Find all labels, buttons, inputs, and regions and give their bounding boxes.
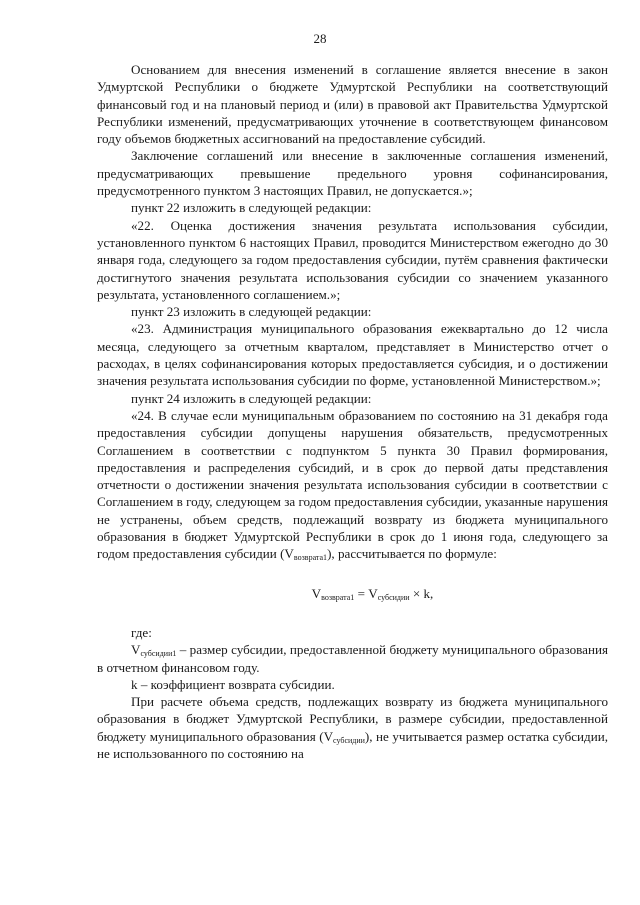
item24-end: ), рассчитывается по формуле: [327, 546, 497, 562]
paragraph-where: где: [131, 624, 152, 640]
formula-equals: = V [354, 585, 378, 601]
calculation-text: При расчете объема средств, подлежащих возврату из бюджета муниципального образования в бюджет Удмуртской Республики, в размере субсидии, предоставленной бюджету муниципального образования (V [97, 694, 608, 744]
page-number: 28 [313, 31, 327, 46]
paragraph-item22: «22. Оценка достижения значения результата использования субсидии, установленного пунктом 6 настоящих Правил, проводится Министерством ежегодно до 30 января года, следующего за годом предоставления субсидии, путём сравнения фактически достигнутого значения результата использования субсидии со значением указанного результата, установленного соглашением.»; [97, 217, 608, 302]
document-body [97, 61, 608, 762]
paragraph-amendment-basis: Основанием для внесения изменений в соглашение является внесение в закон Удмуртской Республики о бюджете Удмуртской Республики на соответствующий финансовый год и на плановый период и (или) в правовой акт Правительства Удмуртской Республики изменений, предусматривающих уточнение в соответствующем финансовом году объемов бюджетных ассигнований на предоставление субсидий. [97, 62, 608, 147]
paragraph-item23-intro: пункт 23 изложить в следующей редакции: [131, 304, 372, 320]
formula-sub-return: возврата1 [321, 592, 355, 602]
definition-v-text: – размер субсидии, предоставленной бюджету муниципального образования в отчетном финансовом году. [97, 642, 608, 675]
paragraph-definition-v [97, 641, 608, 676]
paragraph-item24-intro: пункт 24 изложить в следующей редакции: [131, 390, 372, 406]
paragraph-item22-intro: пункт 22 изложить в следующей редакции: [131, 200, 372, 216]
calculation-sub: субсидии [333, 735, 365, 745]
definition-v-sub: субсидии1 [140, 649, 177, 659]
definition-v: V [131, 642, 141, 658]
paragraph-item23: «23. Администрация муниципального образования ежеквартально до 12 числа месяца, следующего за отчетным кварталом, представляет в Министерство отчет о расходах, в целях софинансирования которых предоставляется субсидия, и о достижении значения результата использования субсидии по форме, установленной Министерством.»; [97, 321, 608, 389]
formula-sub-subsidy: субсидии [377, 592, 410, 602]
formula-rest: × k, [409, 585, 434, 601]
paragraph-calculation [97, 693, 608, 762]
paragraph-definition-k: k – коэффициент возврата субсидии. [131, 676, 335, 692]
item24-text: «24. В случае если муниципальным образованием по состоянию на 31 декабря года предоставления субсидии допущены нарушения обязательств, предусмотренных Соглашением в соответствии с подпунктом 5 пункта 30 Правил формирования, предоставления и распределения субсидий, и в срок до первой даты представления отчетности о достижении значения результата использования субсидии в соответствии с Соглашением в году, следующем за годом предоставления субсидии, указанные нарушения не устранены, объем средств, подлежащий возврату из бюджета муниципального образования в бюджет Удмуртской Республики в срок до 1 июня года, следующего за годом предоставления субсидии (V [97, 407, 608, 562]
paragraph-item24 [97, 407, 608, 563]
formula [97, 585, 608, 602]
formula-v: V [311, 585, 322, 601]
calculation-end: ), не учитывается размер остатка субсидии, не использованного по состоянию на [97, 728, 608, 761]
paragraph-cofinancing-limit: Заключение соглашений или внесение в заключенные соглашения изменений, предусматривающих превышение предельного уровня софинансирования, предусмотренного пунктом 3 настоящих Правил, не допускается.»; [97, 148, 608, 199]
item24-subscript: возврата1 [293, 553, 328, 563]
